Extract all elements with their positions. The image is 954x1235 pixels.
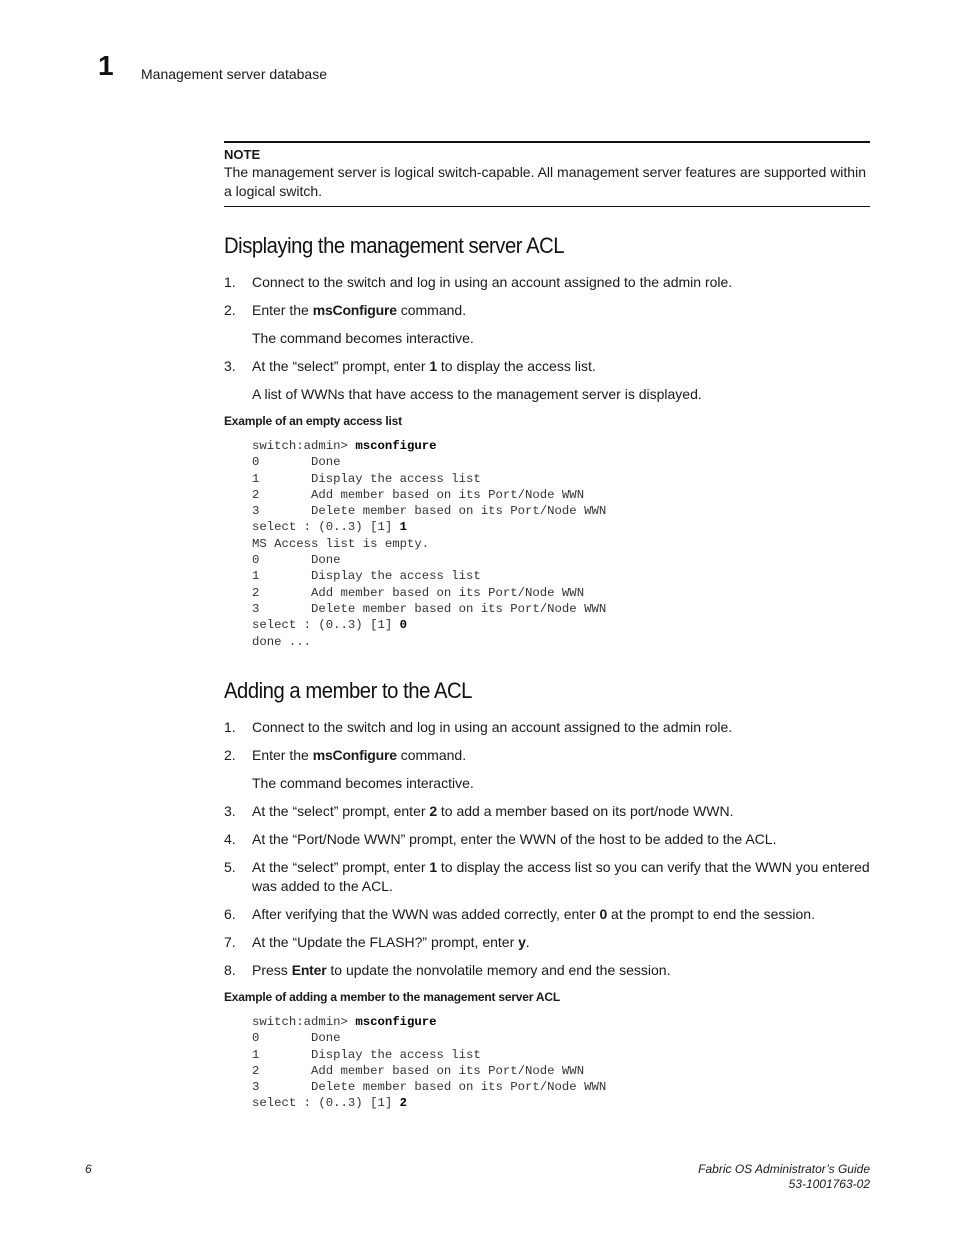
code-line: 3 Delete member based on its Port/Node WWN bbox=[252, 601, 607, 616]
step-number: 4. bbox=[224, 831, 236, 847]
step-text: Connect to the switch and log in using an account assigned to the admin role. bbox=[252, 719, 733, 735]
code-line: done ... bbox=[252, 634, 312, 649]
section-heading: Adding a member to the ACL bbox=[224, 678, 472, 703]
step-text: At the “select” prompt, enter 1 to display the access list so you can verify that the WWN you entered was added to the ACL. bbox=[252, 859, 870, 894]
step-number: 6. bbox=[224, 906, 236, 922]
step-text: Press Enter to update the nonvolatile memory and end the session. bbox=[252, 962, 671, 978]
code-line: 2 Add member based on its Port/Node WWN bbox=[252, 487, 585, 502]
key-name: Enter bbox=[291, 962, 327, 978]
code-user-input: 1 bbox=[399, 520, 407, 535]
code-line: MS Access list is empty. bbox=[252, 536, 430, 551]
code-line: switch:admin> msconfigure bbox=[252, 439, 437, 453]
command-value: y bbox=[518, 934, 526, 950]
step-number: 1. bbox=[224, 274, 236, 290]
step-text: Enter the msConfigure command. bbox=[252, 302, 467, 318]
command-value: 2 bbox=[429, 803, 437, 819]
note-label: NOTE bbox=[224, 147, 261, 162]
code-user-input: 2 bbox=[399, 1096, 407, 1111]
note-text: The management server is logical switch-capable. All management server features are supported within a logical switch. bbox=[224, 164, 866, 199]
step-number: 2. bbox=[224, 302, 236, 318]
step-result: The command becomes interactive. bbox=[252, 775, 474, 791]
footer-doc-info bbox=[698, 1162, 870, 1192]
code-user-input: msconfigure bbox=[355, 1015, 437, 1029]
page-number: 6 bbox=[85, 1162, 92, 1176]
step-text: At the “select” prompt, enter 1 to display the access list. bbox=[252, 358, 596, 374]
code-block bbox=[252, 438, 606, 650]
step-text: At the “select” prompt, enter 2 to add a member based on its port/node WWN. bbox=[252, 803, 734, 819]
example-label: Example of adding a member to the management server ACL bbox=[224, 990, 560, 1004]
example-label: Example of an empty access list bbox=[224, 414, 402, 428]
section-heading: Displaying the management server ACL bbox=[224, 233, 565, 258]
step-text: After verifying that the WWN was added correctly, enter 0 at the prompt to end the session. bbox=[252, 906, 815, 922]
code-line: 1 Display the access list bbox=[252, 471, 481, 486]
code-line: 3 Delete member based on its Port/Node WWN bbox=[252, 1080, 607, 1095]
code-block bbox=[252, 1014, 606, 1112]
code-line: switch:admin> msconfigure bbox=[252, 1015, 437, 1029]
step-result: A list of WWNs that have access to the management server is displayed. bbox=[252, 386, 702, 402]
command-value: 1 bbox=[429, 859, 437, 875]
code-line: select : (0..3) [1] 1 bbox=[252, 520, 407, 535]
step-number: 3. bbox=[224, 358, 236, 374]
chapter-number: 1 bbox=[98, 50, 114, 81]
code-line: 3 Delete member based on its Port/Node WWN bbox=[252, 504, 607, 519]
code-line: 0 Done bbox=[252, 553, 341, 568]
guide-title: Fabric OS Administrator’s Guide bbox=[698, 1162, 870, 1176]
step-number: 1. bbox=[224, 719, 236, 735]
code-user-input: msconfigure bbox=[355, 439, 437, 453]
command-value: 0 bbox=[599, 906, 608, 922]
step-number: 2. bbox=[224, 747, 236, 763]
code-line: select : (0..3) [1] 2 bbox=[252, 1096, 407, 1111]
step-result: The command becomes interactive. bbox=[252, 330, 474, 346]
step-text: At the “Update the FLASH?” prompt, enter y. bbox=[252, 934, 530, 950]
code-line: 0 Done bbox=[252, 1031, 341, 1046]
command-value: 1 bbox=[429, 358, 437, 374]
code-line: 1 Display the access list bbox=[252, 569, 481, 584]
code-line: 0 Done bbox=[252, 455, 341, 470]
step-text: At the “Port/Node WWN” prompt, enter the WWN of the host to be added to the ACL. bbox=[252, 831, 777, 847]
chapter-title: Management server database bbox=[141, 66, 327, 82]
code-line: select : (0..3) [1] 0 bbox=[252, 618, 407, 633]
command-name: msConfigure bbox=[312, 747, 397, 763]
step-text: Enter the msConfigure command. bbox=[252, 747, 467, 763]
code-user-input: 0 bbox=[399, 618, 407, 633]
step-number: 8. bbox=[224, 962, 236, 978]
step-number: 5. bbox=[224, 859, 236, 875]
command-name: msConfigure bbox=[312, 302, 397, 318]
note-box bbox=[224, 141, 870, 207]
code-line: 2 Add member based on its Port/Node WWN bbox=[252, 585, 585, 600]
step-number: 3. bbox=[224, 803, 236, 819]
code-line: 1 Display the access list bbox=[252, 1047, 481, 1062]
doc-number: 53-1001763-02 bbox=[788, 1177, 870, 1191]
step-number: 7. bbox=[224, 934, 236, 950]
step-text: Connect to the switch and log in using an account assigned to the admin role. bbox=[252, 274, 733, 290]
code-line: 2 Add member based on its Port/Node WWN bbox=[252, 1063, 585, 1078]
